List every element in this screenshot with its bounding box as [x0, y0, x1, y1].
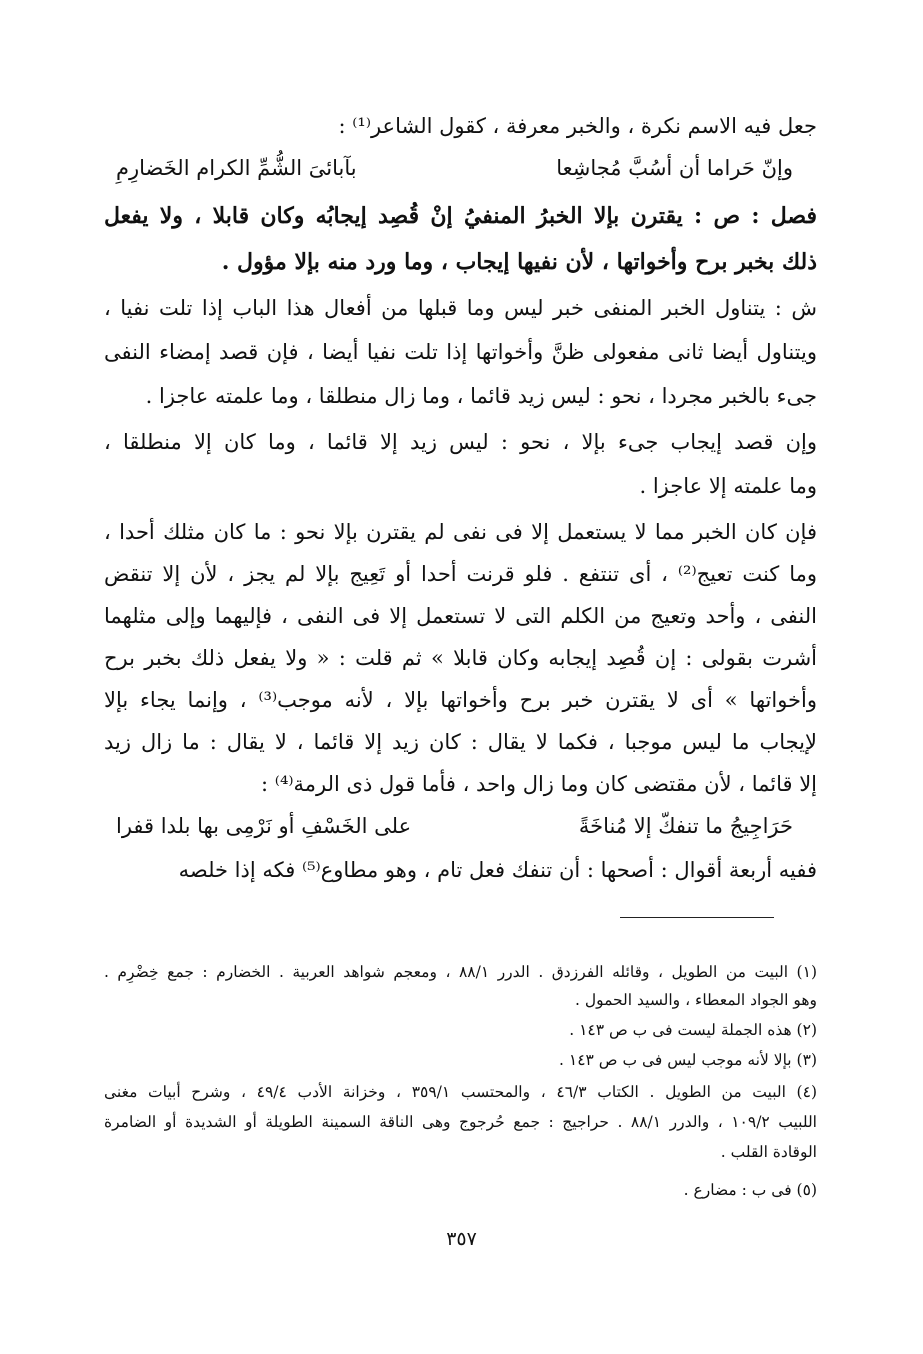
verse-1-second-hemistich: بآبائىَ الشُّمِّ الكرام الخَضارِمِ: [116, 156, 357, 180]
body-line: جعل فيه الاسم نكرة ، والخبر معرفة ، كقول الشاعر⁽¹⁾ :: [338, 114, 817, 138]
body-line: وإن قصد إيجاب جىء بإلا ، نحو : ليس زيد إلا قائما ، وما كان إلا منطلقا ،: [104, 430, 817, 454]
body-line: وما كنت تعيج⁽²⁾ ، أى تنتفع . فلو قرنت أحدا أو تَعِيج بإلا لم يجز ، لأن إلا تنقض: [104, 562, 817, 586]
footnote-line: وهو الجواد المعطاء ، والسيد الحمول .: [574, 991, 817, 1009]
page-number: ٣٥٧: [446, 1228, 477, 1250]
verse-2-first-hemistich: حَرَاجِيجُ ما تنفكّ إلا مُناخَةً: [578, 814, 793, 838]
body-line: وما علمته إلا عاجزا .: [639, 474, 817, 498]
body-line: إلا قائما ، لأن مقتضى كان وما زال واحد ، فأما قول ذى الرمة⁽⁴⁾ :: [261, 772, 817, 796]
verse-2-second-hemistich: على الخَسْفِ أو نَرْمِى بها بلدا قفرا: [116, 814, 412, 838]
footnote-line: (٣) بإلا لأنه موجب ليس فى ب ص ١٤٣ .: [559, 1051, 817, 1069]
footnote-line: (٥) فى ب : مضارع .: [683, 1181, 817, 1199]
body-line: لإيجاب ما ليس موجبا ، فكما لا يقال : كان زيد إلا قائما ، لا يقال : ما زال زيد: [104, 730, 817, 754]
body-line: ويتناول أيضا ثانى مفعولى ظنَّ وأخواتها إذا تلت نفيا أيضا ، فإن قصد إمضاء النفى: [104, 340, 817, 364]
body-line: أشرت بقولى : إن قُصِد إيجابه وكان قابلا » ثم قلت : « ولا يفعل ذلك بخبر برح: [104, 646, 817, 670]
footnote-line: (٤) البيت من الطويل . الكتاب ٤٦/٣ ، والمحتسب ٣٥٩/١ ، وخزانة الأدب ٤٩/٤ ، وشرح أبيات مغنى: [104, 1083, 817, 1101]
footnote-line: اللبيب ١٠٩/٢ ، والدرر ٨٨/١ . حراجيج : جمع حُرجوج وهى الناقة السمينة الطويلة أو الشديدة أو الضامرة: [104, 1113, 817, 1131]
footnote-line: (١) البيت من الطويل ، وقائله الفرزدق . الدرر ٨٨/١ ، ومعجم شواهد العربية . الخضارم : جمع خِضْرِم .: [104, 963, 817, 981]
body-line: وأخواتها » أى لا يقترن خبر برح وأخواتها بإلا ، لأنه موجب⁽³⁾ ، وإنما يجاء بإلا: [104, 688, 817, 712]
body-line: ش : يتناول الخبر المنفى خبر ليس وما قبلها من أفعال هذا الباب إذا تلت نفيا ،: [104, 296, 817, 320]
footnote-separator: [620, 917, 774, 918]
body-line: جىء بالخبر مجردا ، نحو : ليس زيد قائما ، وما زال منطلقا ، وما علمته عاجزا .: [145, 384, 817, 408]
body-line: ففيه أربعة أقوال : أصحها : أن تنفك فعل تام ، وهو مطاوع⁽⁵⁾ فكه إذا خلصه: [178, 858, 817, 882]
footnote-line: الوقادة القلب .: [720, 1143, 817, 1161]
section-heading-line: ذلك بخبر برح وأخواتها ، لأن نفيها إيجاب ، وما ورد منه بإلا مؤول .: [221, 249, 817, 275]
body-line: النفى ، وأحد وتعيج من الكلم التى لا تستعمل إلا فى النفى ، فإليهما وإلى مثلهما: [104, 604, 817, 628]
section-heading-line: فصل : ص : يقترن بإلا الخبرُ المنفيُ إنْ قُصِد إيجابُه وكان قابلا ، ولا يفعل: [104, 203, 817, 229]
footnote-line: (٢) هذه الجملة ليست فى ب ص ١٤٣ .: [569, 1021, 817, 1039]
verse-1-first-hemistich: وإنّ حَراما أن أسُبَّ مُجاشِعا: [556, 156, 793, 180]
body-line: فإن كان الخبر مما لا يستعمل إلا فى نفى لم يقترن بإلا نحو : ما كان مثلك أحدا ،: [104, 520, 817, 544]
